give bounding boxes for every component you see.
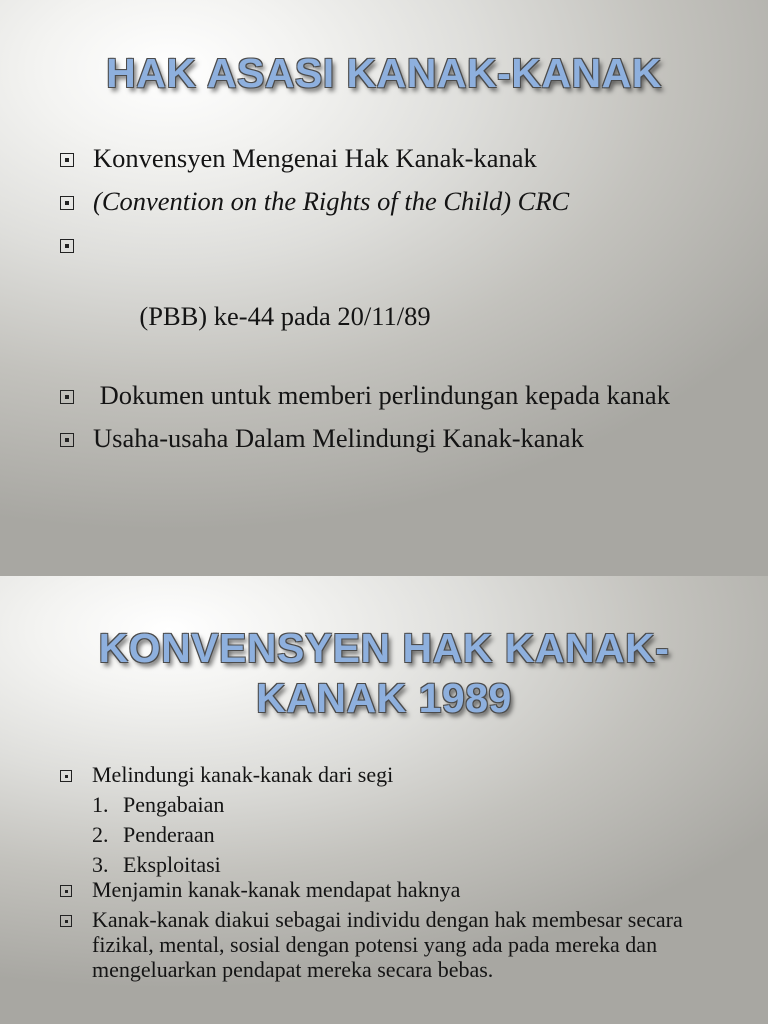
bullet-text: (PBB) ke-44 pada 20/11/89 bbox=[132, 301, 431, 331]
slide-1-bullet-list bbox=[60, 140, 740, 463]
numbered-item bbox=[92, 792, 740, 817]
list-item bbox=[60, 377, 740, 413]
item-text: Pengabaian bbox=[123, 792, 225, 817]
numbered-sublist bbox=[92, 792, 740, 877]
square-bullet-icon bbox=[60, 153, 74, 167]
slide-2-bullet-list bbox=[60, 762, 740, 987]
bullet-text: Dokumen untuk memberi perlindungan kepada kanak bbox=[93, 380, 670, 410]
list-item bbox=[60, 140, 740, 176]
square-bullet-icon bbox=[60, 885, 72, 897]
item-number: 2. bbox=[92, 822, 109, 847]
item-number: 1. bbox=[92, 792, 109, 817]
list-item bbox=[60, 762, 740, 877]
item-text: Penderaan bbox=[123, 822, 215, 847]
square-bullet-icon bbox=[60, 915, 72, 927]
slide-1-title: HAK ASASI KANAK-KANAK bbox=[106, 50, 662, 96]
list-item bbox=[60, 226, 740, 370]
bullet-text: Melindungi kanak-kanak dari segi bbox=[92, 762, 394, 787]
numbered-item bbox=[92, 822, 740, 847]
numbered-item bbox=[92, 852, 740, 877]
list-item bbox=[60, 420, 740, 456]
list-item bbox=[60, 907, 740, 982]
bullet-text: Konvensyen Mengenai Hak Kanak-kanak bbox=[93, 143, 537, 173]
bullet-text: Menjamin kanak-kanak mendapat haknya bbox=[92, 877, 461, 902]
square-bullet-icon bbox=[60, 770, 72, 782]
item-number: 3. bbox=[92, 852, 109, 877]
bullet-text: Kanak-kanak diakui sebagai individu dengan hak membesar secara fizikal, mental, sosial dengan potensi yang ada pada mereka dan mengeluarkan pendapat mereka secara bebas. bbox=[92, 907, 683, 982]
square-bullet-icon bbox=[60, 433, 74, 447]
square-bullet-icon bbox=[60, 196, 74, 210]
list-item bbox=[60, 877, 740, 902]
slide-2 bbox=[0, 576, 768, 1024]
list-item bbox=[60, 183, 740, 219]
slide-2-title-text: KONVENSYEN HAK KANAK-KANAK 1989 bbox=[98, 625, 670, 721]
square-bullet-icon bbox=[60, 239, 74, 253]
square-bullet-icon bbox=[60, 390, 74, 404]
bullet-text: Usaha-usaha Dalam Melindungi Kanak-kanak bbox=[93, 423, 584, 453]
slide-2-title bbox=[0, 623, 768, 723]
bullet-text: (Convention on the Rights of the Child) CRC bbox=[93, 186, 570, 216]
item-text: Eksploitasi bbox=[123, 852, 221, 877]
